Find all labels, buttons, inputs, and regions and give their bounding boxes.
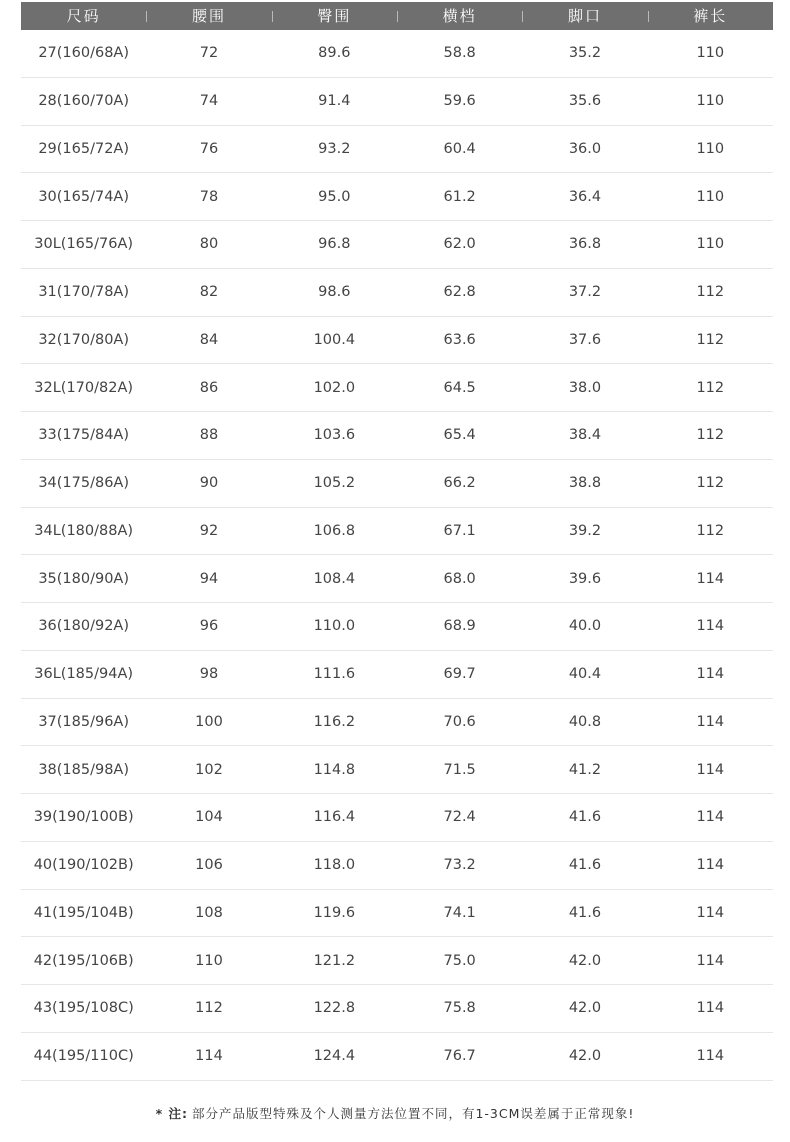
cell-thigh: 75.8 [443,1000,476,1017]
cell-leg-opening: 36.8 [568,236,602,253]
cell-size: 40(190/102B) [33,857,134,874]
cell-length: 114 [696,809,725,826]
cell-thigh: 67.1 [443,522,476,539]
cell-size: 37(185/96A) [38,713,130,730]
cell-waist: 100 [195,713,223,730]
cell-thigh: 73.2 [443,857,476,874]
cell-hip: 118.0 [313,857,356,874]
cell-length: 112 [696,284,725,301]
table-row [21,555,773,603]
cell-leg-opening: 38.0 [568,379,602,396]
cell-length: 110 [696,45,725,62]
cell-thigh: 71.5 [443,761,476,778]
cell-hip: 91.4 [318,93,351,110]
cell-hip: 119.6 [313,904,356,921]
table-row [21,412,773,460]
cell-hip: 106.8 [313,522,356,539]
cell-waist: 78 [199,188,219,205]
cell-length: 114 [696,570,725,587]
cell-thigh: 68.0 [443,570,476,587]
table-row [21,221,773,269]
cell-waist: 72 [199,45,219,62]
cell-length: 114 [696,904,725,921]
note-mark: * 注: [155,1106,188,1121]
cell-thigh: 74.1 [443,904,476,921]
cell-leg-opening: 40.8 [568,713,602,730]
cell-waist: 90 [199,475,219,492]
cell-size: 35(180/90A) [38,570,130,587]
table-row [21,364,773,412]
cell-length: 112 [696,427,725,444]
cell-hip: 105.2 [313,475,356,492]
cell-leg-opening: 39.6 [568,570,602,587]
cell-hip: 93.2 [318,140,351,157]
cell-size: 39(190/100B) [33,809,134,826]
cell-length: 112 [696,331,725,348]
cell-leg-opening: 35.6 [568,93,602,110]
cell-waist: 92 [199,522,219,539]
cell-thigh: 68.9 [443,618,476,635]
cell-leg-opening: 40.0 [568,618,602,635]
cell-length: 114 [696,713,725,730]
cell-length: 112 [696,379,725,396]
cell-thigh: 66.2 [443,475,476,492]
cell-leg-opening: 41.6 [568,904,602,921]
cell-length: 114 [696,666,725,683]
cell-hip: 116.4 [313,809,356,826]
cell-waist: 84 [199,331,219,348]
cell-leg-opening: 38.8 [568,475,602,492]
cell-waist: 76 [199,140,219,157]
cell-thigh: 58.8 [443,45,476,62]
table-row [21,603,773,651]
cell-hip: 121.2 [313,952,356,969]
cell-size: 43(195/108C) [33,1000,134,1017]
cell-size: 29(165/72A) [38,140,130,157]
cell-hip: 124.4 [313,1048,356,1065]
cell-leg-opening: 42.0 [568,952,602,969]
header-hip: 臀围 [272,2,397,30]
note-text: 部分产品版型特殊及个人测量方法位置不同，有1-3CM误差属于正常现象! [191,1106,635,1121]
cell-length: 112 [696,522,725,539]
cell-thigh: 76.7 [443,1048,476,1065]
header-size: 尺码 [66,7,101,25]
cell-hip: 95.0 [318,188,351,205]
cell-hip: 111.6 [313,666,356,683]
header-thigh: 横档 [397,2,522,30]
table-row [21,317,773,365]
table-row [21,746,773,794]
table-row [21,985,773,1033]
table-row [21,699,773,747]
header-waist: 腰围 [146,2,271,30]
cell-hip: 110.0 [313,618,356,635]
cell-leg-opening: 39.2 [568,522,602,539]
table-body [21,30,773,1081]
size-chart-table [21,2,773,1081]
cell-hip: 102.0 [313,379,356,396]
cell-size: 32(170/80A) [38,331,130,348]
cell-size: 41(195/104B) [33,904,134,921]
cell-waist: 106 [195,857,223,874]
cell-size: 34(175/86A) [38,475,130,492]
cell-waist: 96 [199,618,219,635]
cell-waist: 94 [199,570,219,587]
cell-size: 30L(165/76A) [34,236,134,253]
table-row [21,30,773,78]
cell-hip: 103.6 [313,427,356,444]
cell-length: 114 [696,618,725,635]
header-length: 裤长 [648,2,773,30]
cell-leg-opening: 38.4 [568,427,602,444]
cell-length: 112 [696,475,725,492]
cell-hip: 114.8 [313,761,356,778]
cell-size: 30(165/74A) [38,188,130,205]
cell-waist: 80 [199,236,219,253]
cell-length: 114 [696,857,725,874]
cell-length: 110 [696,140,725,157]
cell-size: 36(180/92A) [38,618,130,635]
table-header-row [21,2,773,30]
cell-hip: 122.8 [313,1000,356,1017]
cell-thigh: 63.6 [443,331,476,348]
cell-thigh: 72.4 [443,809,476,826]
cell-length: 110 [696,93,725,110]
table-row [21,126,773,174]
cell-size: 36L(185/94A) [34,666,134,683]
cell-leg-opening: 37.2 [568,284,602,301]
cell-thigh: 69.7 [443,666,476,683]
cell-thigh: 65.4 [443,427,476,444]
cell-size: 38(185/98A) [38,761,130,778]
cell-waist: 86 [199,379,219,396]
cell-hip: 96.8 [318,236,351,253]
table-row [21,651,773,699]
cell-length: 110 [696,236,725,253]
cell-waist: 112 [195,1000,223,1017]
table-row [21,173,773,221]
cell-size: 32L(170/82A) [34,379,134,396]
cell-size: 28(160/70A) [38,93,130,110]
cell-leg-opening: 35.2 [568,45,602,62]
table-row [21,842,773,890]
cell-waist: 88 [199,427,219,444]
cell-hip: 108.4 [313,570,356,587]
size-note [0,1104,790,1122]
cell-waist: 110 [195,952,223,969]
cell-length: 114 [696,761,725,778]
cell-hip: 89.6 [318,45,351,62]
table-row [21,890,773,938]
cell-thigh: 62.8 [443,284,476,301]
cell-size: 42(195/106B) [33,952,134,969]
cell-leg-opening: 41.6 [568,857,602,874]
cell-leg-opening: 42.0 [568,1048,602,1065]
header-leg-opening: 脚口 [522,2,647,30]
table-row [21,1033,773,1081]
cell-thigh: 64.5 [443,379,476,396]
table-row [21,269,773,317]
cell-leg-opening: 37.6 [568,331,602,348]
cell-size: 31(170/78A) [38,284,130,301]
cell-size: 44(195/110C) [33,1048,134,1065]
cell-thigh: 61.2 [443,188,476,205]
cell-leg-opening: 40.4 [568,666,602,683]
cell-hip: 98.6 [318,284,351,301]
cell-length: 110 [696,188,725,205]
cell-waist: 104 [195,809,223,826]
cell-hip: 100.4 [313,331,356,348]
table-row [21,794,773,842]
cell-thigh: 59.6 [443,93,476,110]
cell-thigh: 62.0 [443,236,476,253]
cell-hip: 116.2 [313,713,356,730]
cell-leg-opening: 42.0 [568,1000,602,1017]
cell-size: 27(160/68A) [38,45,130,62]
cell-leg-opening: 36.4 [568,188,602,205]
cell-length: 114 [696,952,725,969]
cell-waist: 74 [199,93,219,110]
table-row [21,937,773,985]
cell-leg-opening: 36.0 [568,140,602,157]
table-row [21,460,773,508]
table-row [21,78,773,126]
cell-length: 114 [696,1048,725,1065]
cell-leg-opening: 41.2 [568,761,602,778]
cell-thigh: 75.0 [443,952,476,969]
cell-waist: 114 [195,1048,223,1065]
cell-waist: 82 [199,284,219,301]
cell-size: 33(175/84A) [38,427,130,444]
cell-waist: 108 [195,904,223,921]
cell-waist: 98 [199,666,219,683]
cell-length: 114 [696,1000,725,1017]
cell-size: 34L(180/88A) [34,522,134,539]
cell-leg-opening: 41.6 [568,809,602,826]
cell-thigh: 70.6 [443,713,476,730]
cell-thigh: 60.4 [443,140,476,157]
table-row [21,508,773,556]
cell-waist: 102 [195,761,223,778]
